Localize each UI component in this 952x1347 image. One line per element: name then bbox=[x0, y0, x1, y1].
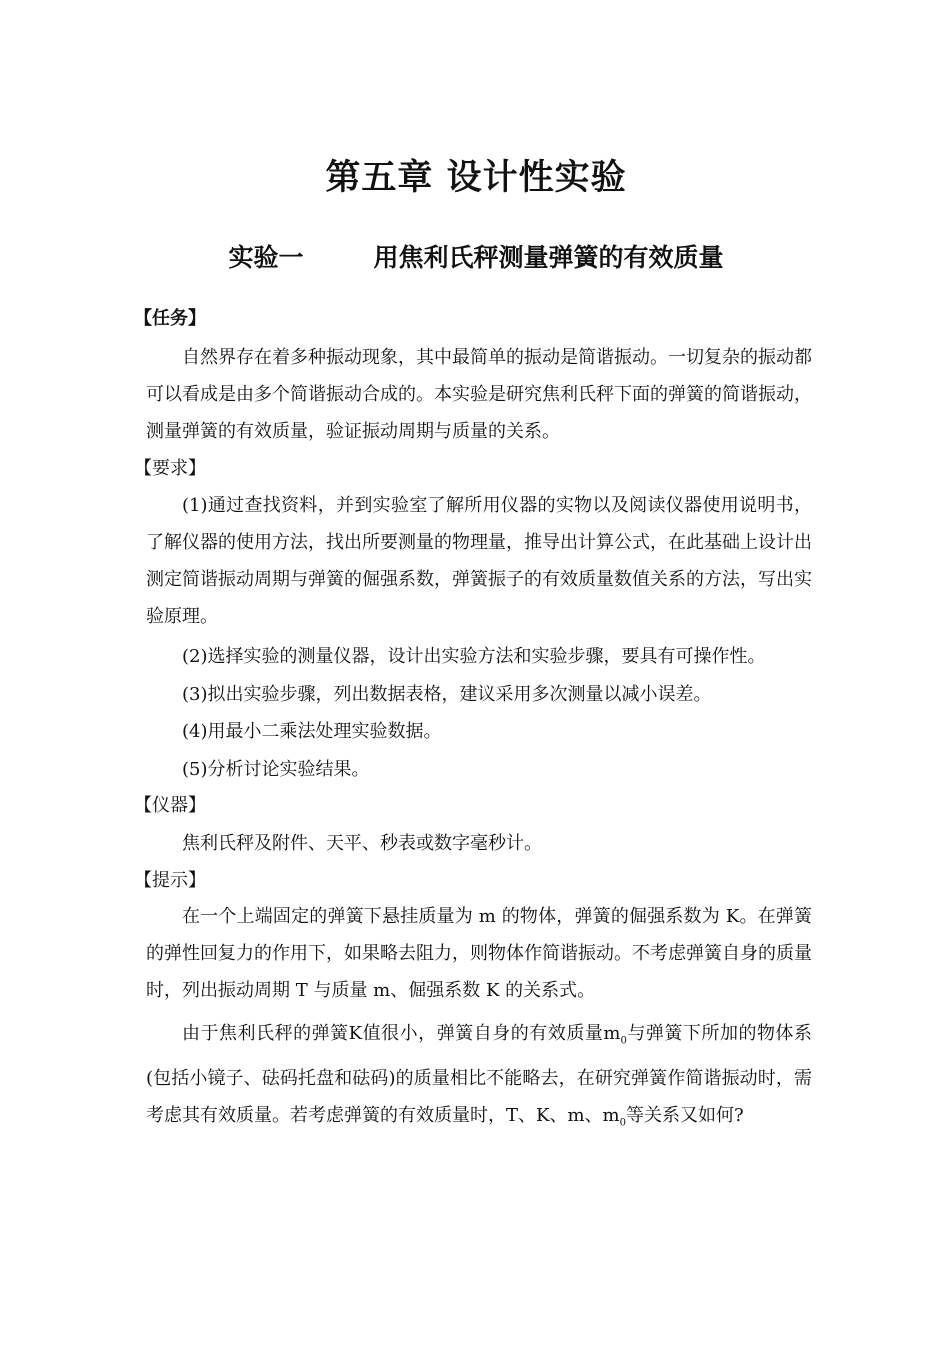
hints-paragraph-1: 在一个上端固定的弹簧下悬挂质量为 m 的物体，弹簧的倔强系数为 K。在弹簧的弹性回复力的作用下，如果略去阻力，则物体作简谐振动。不考虑弹簧自身的质量时，列出振动周期 T 与质量 m、倔强系数 K 的关系式。 bbox=[146, 906, 812, 1001]
requirement-item-1: (1)通过查找资料，并到实验室了解所用仪器的实物以及阅读仪器使用说明书，了解仪器的使用方法，找出所要测量的物理量，推导出计算公式，在此基础上设计出测定简谐振动周期与弹簧的倔强系数，弹簧振子的有效质量数值关系的方法，写出实验原理。 bbox=[146, 495, 812, 627]
hints-p2-part-b: 与弹簧下所加的物体系(包括小镜子、砝码托盘和砝码)的质量相比不能略去，在研究弹簧作简谐振动时，需考虑其有效质量。若考虑弹簧的有效质量时，T、K、m、m bbox=[146, 1023, 813, 1126]
requirement-item-4: (4)用最小二乘法处理实验数据。 bbox=[182, 721, 442, 742]
requirement-item-5: (5)分析讨论实验结果。 bbox=[182, 759, 370, 780]
experiment-number: 实验一 bbox=[228, 243, 304, 272]
experiment-title bbox=[0, 238, 952, 274]
hints-heading: 【提示】 bbox=[134, 870, 206, 891]
requirement-item-2: (2)选择实验的测量仪器，设计出实验方法和实验步骤，要具有可操作性。 bbox=[182, 646, 766, 667]
instruments-heading: 【仪器】 bbox=[134, 795, 206, 816]
task-paragraph: 自然界存在着多种振动现象，其中最简单的振动是简谐振动。一切复杂的振动都可以看成是由多个简谐振动合成的。本实验是研究焦利氏秤下面的弹簧的简谐振动，测量弹簧的有效质量，验证振动周期与质量的关系。 bbox=[146, 347, 812, 442]
hints-paragraph-2 bbox=[146, 1015, 812, 1141]
requirement-item-3: (3)拟出实验步骤，列出数据表格，建议采用多次测量以减小误差。 bbox=[182, 684, 712, 705]
task-heading: 【任务】 bbox=[134, 308, 206, 329]
hints-p2-part-c: 等关系又如何? bbox=[625, 1104, 744, 1126]
requirements-heading: 【要求】 bbox=[134, 458, 206, 479]
subscript-zero: 0 bbox=[620, 1035, 627, 1047]
hints-p2-part-a: 由于焦利氏秤的弹簧K值很小，弹簧自身的有效质量m bbox=[182, 1023, 621, 1044]
instruments-text: 焦利氏秤及附件、天平、秒表或数字毫秒计。 bbox=[182, 833, 542, 854]
chapter-title: 第五章 设计性实验 bbox=[325, 158, 627, 198]
experiment-name: 用焦利氏秤测量弹簧的有效质量 bbox=[373, 243, 724, 272]
subscript-zero-2: 0 bbox=[619, 1117, 626, 1129]
